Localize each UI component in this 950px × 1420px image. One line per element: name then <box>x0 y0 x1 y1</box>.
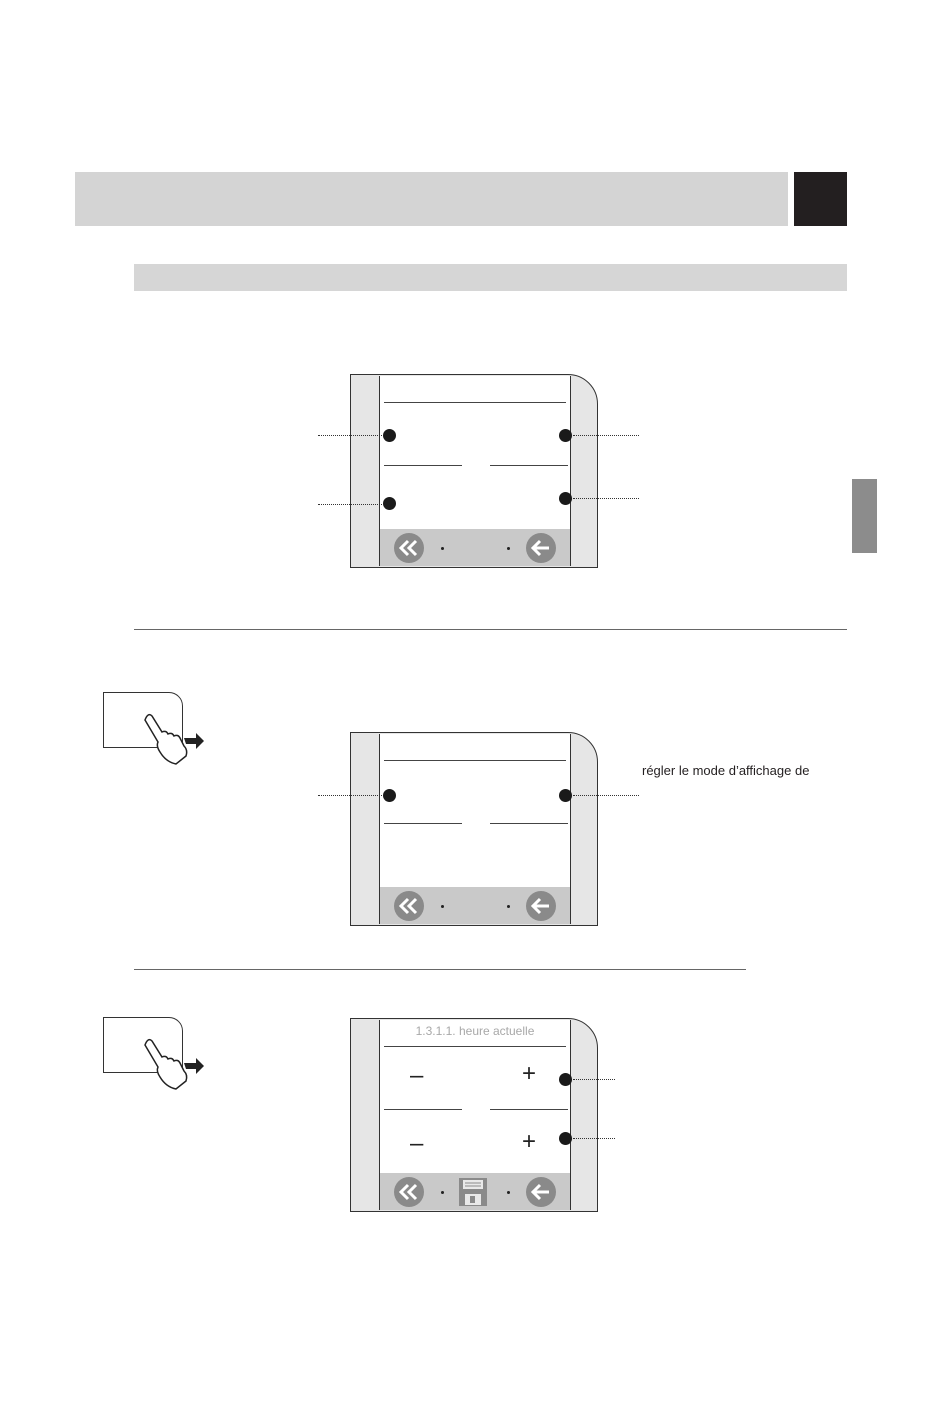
back-button[interactable] <box>526 533 556 563</box>
instruction-text: régler le mode d’affichage de <box>642 763 810 778</box>
screen-title: 1.3.1.1. heure actuelle <box>415 1024 535 1038</box>
callout-bullet <box>559 1132 572 1145</box>
double-chevron-left-icon <box>398 539 420 557</box>
double-chevron-left-icon <box>398 897 420 915</box>
screen-title <box>380 738 570 756</box>
device-screen-2 <box>350 732 598 926</box>
chapter-number-block <box>794 172 847 226</box>
back-button[interactable] <box>526 1177 556 1207</box>
device-screen-1 <box>350 374 598 568</box>
separator-dot <box>441 547 444 550</box>
screen-footer <box>380 887 570 924</box>
arrow-left-icon <box>531 539 551 557</box>
divider <box>490 823 568 824</box>
separator-dot <box>507 1191 510 1194</box>
divider <box>490 1109 568 1110</box>
callout-leader <box>318 435 382 436</box>
callout-leader <box>318 504 382 505</box>
callout-bullet <box>383 789 396 802</box>
callout-bullet <box>559 789 572 802</box>
section-header-bar <box>134 264 847 291</box>
callout-leader <box>573 795 639 796</box>
divider <box>384 1046 566 1047</box>
device-screen-3 <box>350 1018 598 1212</box>
back-home-button[interactable] <box>394 1177 424 1207</box>
divider <box>384 1109 462 1110</box>
callout-bullet <box>383 429 396 442</box>
callout-bullet <box>559 429 572 442</box>
arrow-left-icon <box>531 897 551 915</box>
increment-button[interactable]: + <box>522 1128 537 1155</box>
callout-bullet <box>559 1073 572 1086</box>
callout-leader <box>573 1138 615 1139</box>
back-button[interactable] <box>526 891 556 921</box>
callout-bullet <box>559 492 572 505</box>
back-home-button[interactable] <box>394 533 424 563</box>
lcd-screen <box>379 376 571 566</box>
divider <box>384 823 462 824</box>
section-divider <box>134 969 746 970</box>
separator-dot <box>441 1191 444 1194</box>
back-home-button[interactable] <box>394 891 424 921</box>
side-thumb-tab <box>852 479 877 553</box>
save-disk-icon[interactable] <box>458 1177 488 1207</box>
divider <box>384 760 566 761</box>
callout-leader <box>318 795 382 796</box>
decrement-button[interactable]: – <box>410 1130 424 1157</box>
screen-footer <box>380 529 570 566</box>
callout-leader <box>573 435 639 436</box>
hand-pointer-icon <box>140 1037 204 1093</box>
section-divider <box>134 629 847 630</box>
separator-dot <box>507 547 510 550</box>
screen-footer <box>380 1173 570 1210</box>
callout-leader <box>573 1079 615 1080</box>
arrow-left-icon <box>531 1183 551 1201</box>
divider <box>490 465 568 466</box>
lcd-screen <box>379 1020 571 1210</box>
increment-button[interactable]: + <box>522 1060 537 1087</box>
separator-dot <box>507 905 510 908</box>
screen-title <box>380 380 570 398</box>
callout-bullet <box>383 497 396 510</box>
callout-leader <box>573 498 639 499</box>
chapter-header-bar <box>75 172 788 226</box>
double-chevron-left-icon <box>398 1183 420 1201</box>
hand-pointer-icon <box>140 712 204 768</box>
lcd-screen <box>379 734 571 924</box>
decrement-button[interactable]: – <box>410 1062 424 1089</box>
divider <box>384 465 462 466</box>
separator-dot <box>441 905 444 908</box>
divider <box>384 402 566 403</box>
